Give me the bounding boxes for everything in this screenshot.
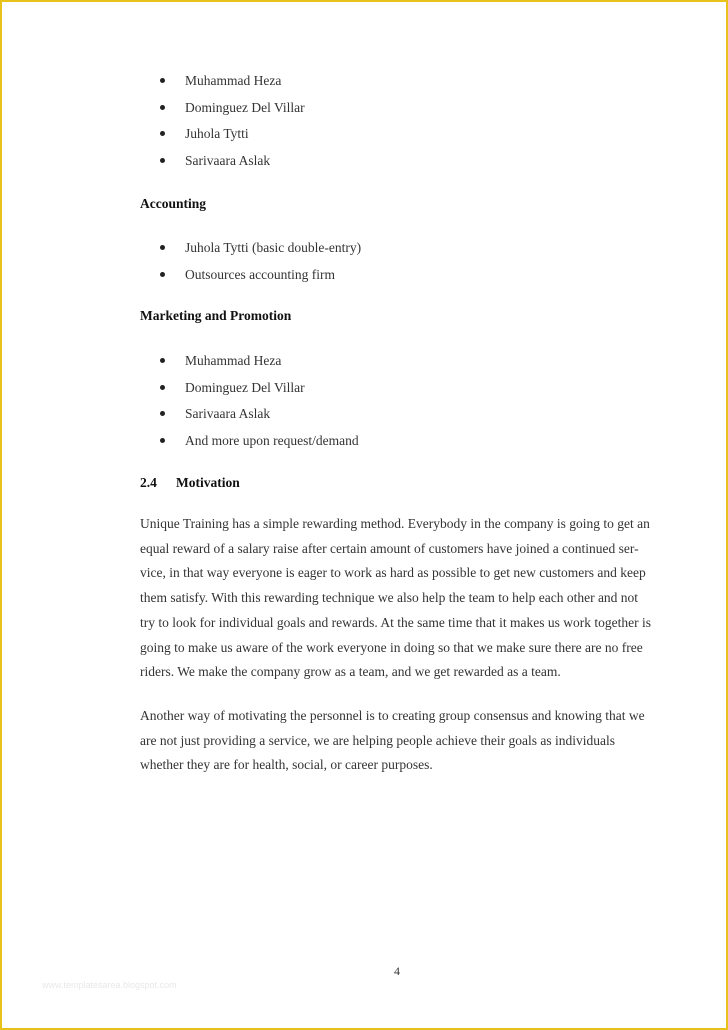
list-item: Sarivaara Aslak	[160, 154, 305, 181]
bullet-icon	[160, 131, 165, 136]
watermark: www.templatesarea.blogspot.com	[42, 980, 177, 990]
marketing-heading: Marketing and Promotion	[140, 308, 292, 323]
bullet-icon	[160, 358, 165, 363]
paragraph-line: Unique Training has a simple rewarding method. Everybody in the company is going to get an	[140, 516, 650, 531]
list-item: And more upon request/demand	[160, 434, 359, 461]
accounting-heading: Accounting	[140, 196, 207, 211]
list-item: Juhola Tytti (basic double-entry)	[160, 241, 361, 268]
page-number: 4	[394, 964, 400, 978]
bullet-icon	[160, 411, 165, 416]
marketing-list	[160, 354, 359, 461]
paragraph-line: are not just providing a service, we are helping people achieve their goals as individuals	[140, 732, 615, 748]
list-item: Muhammad Heza	[160, 354, 359, 381]
bullet-icon	[160, 272, 165, 277]
list-item: Juhola Tytti	[160, 127, 305, 154]
list-item: Dominguez Del Villar	[160, 101, 305, 128]
section-number: 2.4	[140, 475, 157, 490]
motivation-paragraph-2	[140, 704, 682, 778]
list-item: Outsources accounting firm	[160, 268, 361, 295]
section-title: Motivation	[176, 475, 240, 490]
motivation-paragraph-1	[140, 512, 682, 685]
bullet-icon	[160, 245, 165, 250]
bullet-icon	[160, 78, 165, 83]
section-heading	[140, 475, 240, 491]
bullet-icon	[160, 385, 165, 390]
list-item: Sarivaara Aslak	[160, 407, 359, 434]
paragraph-line: try to look for individual goals and rewards. At the same time that it makes us work together is	[140, 614, 652, 630]
paragraph-line: going to make us aware of the work everyone in doing so that we make sure there are no free	[140, 639, 643, 655]
paragraph-line: vice, in that way everyone is eager to work as hard as possible to get new customers and keep	[140, 565, 646, 581]
bullet-icon	[160, 438, 165, 443]
paragraph-line: riders. We make the company grow as a team, and we get rewarded as a team.	[140, 664, 561, 680]
paragraph-line: them satisfy. With this rewarding technique we also help the team to help each other and not	[140, 590, 639, 606]
accounting-list	[160, 241, 361, 294]
paragraph-line: whether they are for health, social, or career purposes.	[140, 757, 433, 773]
team-list	[160, 74, 305, 181]
paragraph-line: Another way of motivating the personnel is to creating group consensus and knowing that we	[140, 708, 645, 723]
bullet-icon	[160, 105, 165, 110]
bullet-icon	[160, 158, 165, 163]
paragraph-line: equal reward of a salary raise after certain amount of customers have joined a continued ser-	[140, 540, 639, 556]
list-item: Muhammad Heza	[160, 74, 305, 101]
list-item: Dominguez Del Villar	[160, 381, 359, 408]
